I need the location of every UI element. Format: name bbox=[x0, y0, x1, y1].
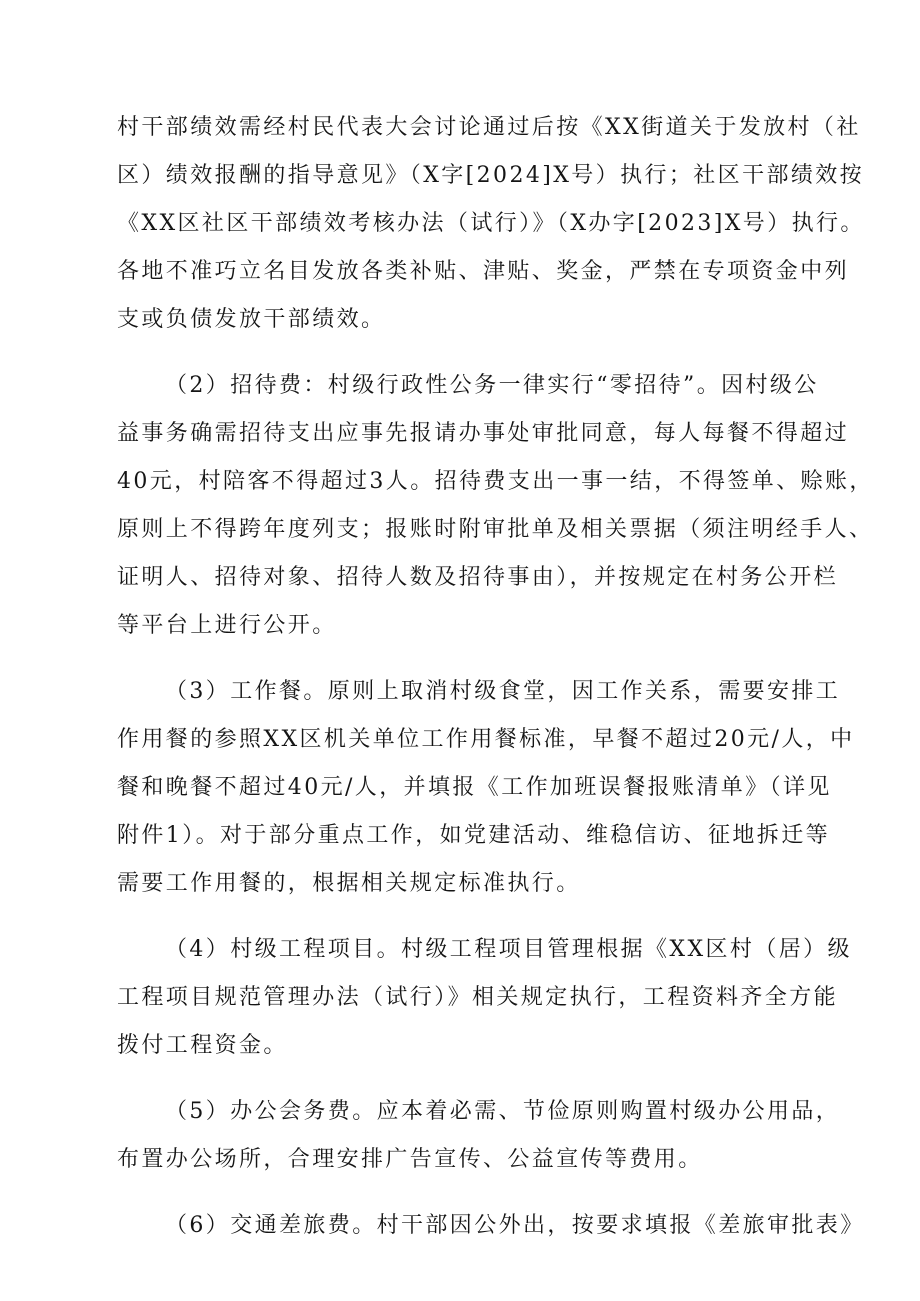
text-line: （5）办公会务费。应本着必需、节俭原则购置村级办公用品， bbox=[165, 1099, 841, 1124]
text-line: （6）交通差旅费。村干部因公外出，按要求填报《差旅审批表》 bbox=[165, 1213, 865, 1238]
text-line: 作用餐的参照XX区机关单位工作用餐标准，早餐不超过20元/人，中 bbox=[117, 727, 855, 752]
paragraph-work-meals bbox=[117, 668, 855, 908]
document-body bbox=[117, 104, 874, 1250]
text-line: 工程项目规范管理办法（试行）》相关规定执行，工程资料齐全方能 bbox=[117, 985, 839, 1010]
text-line: 区）绩效报酬的指导意见》（X字[2024]X号）执行；社区干部绩效按 bbox=[117, 163, 865, 188]
text-line: 等平台上进行公开。 bbox=[117, 613, 337, 638]
paragraph-village-projects bbox=[117, 926, 852, 1070]
text-line: （2）招待费：村级行政性公务一律实行“零招待”。因村级公 bbox=[165, 373, 819, 398]
text-line: 证明人、招待对象、招待人数及招待事由），并按规定在村务公开栏 bbox=[117, 565, 839, 590]
text-line: 支或负债发放干部绩效。 bbox=[117, 307, 386, 332]
text-line: 布置办公场所，合理安排广告宣传、公益宣传等费用。 bbox=[117, 1147, 703, 1172]
text-line: 村干部绩效需经村民代表大会讨论通过后按《XX街道关于发放村（社 bbox=[117, 115, 861, 140]
text-line: 益事务确需招待支出应事先报请办事处审批同意，每人每餐不得超过 bbox=[117, 421, 850, 446]
text-line: （3）工作餐。原则上取消村级食堂，因工作关系，需要安排工 bbox=[165, 679, 841, 704]
text-line: 《XX区社区干部绩效考核办法（试行）》（X办字[2023]X号）执行。 bbox=[117, 211, 865, 236]
paragraph-travel-expense bbox=[117, 1202, 865, 1250]
text-line: 拨付工程资金。 bbox=[117, 1033, 288, 1058]
text-line: 40元，村陪客不得超过3人。招待费支出一事一结，不得签单、赊账， bbox=[117, 469, 874, 494]
text-line: 各地不准巧立名目发放各类补贴、津贴、奖金，严禁在专项资金中列 bbox=[117, 259, 850, 284]
paragraph-office-meeting-expense bbox=[117, 1088, 841, 1184]
text-line: 餐和晚餐不超过40元/人，并填报《工作加班误餐报账清单》（详见 bbox=[117, 775, 832, 800]
paragraph-hospitality-expense bbox=[117, 362, 874, 650]
paragraph-village-cadre-performance bbox=[117, 104, 865, 344]
text-line: （4）村级工程项目。村级工程项目管理根据《XX区村（居）级 bbox=[165, 937, 852, 962]
text-line: 附件1）。对于部分重点工作，如党建活动、维稳信访、征地拆迁等 bbox=[117, 823, 830, 848]
text-line: 需要工作用餐的，根据相关规定标准执行。 bbox=[117, 871, 581, 896]
text-line: 原则上不得跨年度列支；报账时附审批单及相关票据（须注明经手人、 bbox=[117, 517, 874, 542]
